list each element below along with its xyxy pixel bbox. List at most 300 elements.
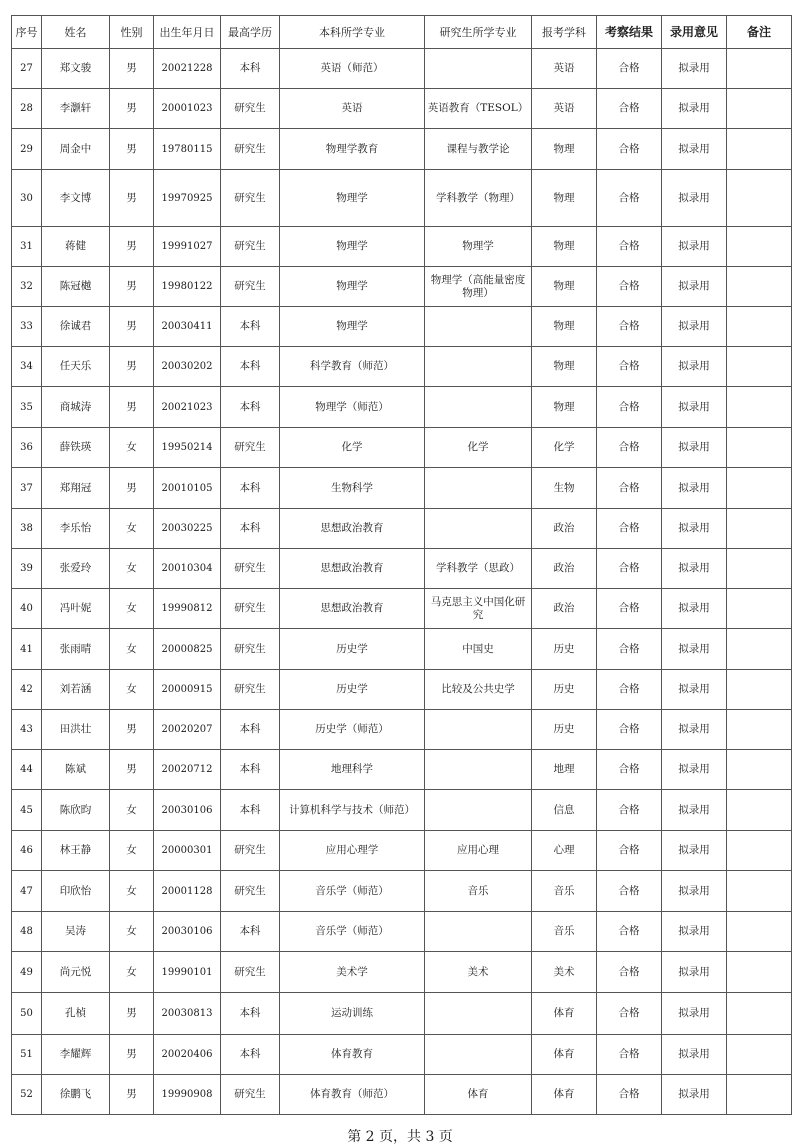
row-note bbox=[727, 428, 792, 468]
row-number: 27 bbox=[12, 49, 42, 89]
table-row bbox=[12, 468, 792, 509]
row-note bbox=[727, 267, 792, 307]
table-row bbox=[12, 227, 792, 267]
row-grad-major: 化学 bbox=[425, 428, 532, 468]
row-opinion: 拟录用 bbox=[662, 1035, 727, 1075]
row-grad-major: 美术 bbox=[425, 952, 532, 993]
row-gender: 女 bbox=[110, 912, 154, 952]
row-number: 46 bbox=[12, 831, 42, 871]
row-number: 43 bbox=[12, 710, 42, 750]
row-education: 研究生 bbox=[221, 871, 280, 912]
row-undergrad-major: 计算机科学与技术（师范） bbox=[280, 790, 425, 831]
row-opinion: 拟录用 bbox=[662, 89, 727, 129]
row-birth: 19970925 bbox=[154, 170, 221, 227]
row-undergrad-major: 历史学 bbox=[280, 670, 425, 710]
row-name: 张雨晴 bbox=[42, 629, 110, 670]
row-number: 28 bbox=[12, 89, 42, 129]
row-birth: 19980122 bbox=[154, 267, 221, 307]
row-education: 本科 bbox=[221, 347, 280, 387]
table-row bbox=[12, 347, 792, 387]
row-name: 冯叶妮 bbox=[42, 589, 110, 629]
row-education: 研究生 bbox=[221, 170, 280, 227]
row-result: 合格 bbox=[597, 629, 662, 670]
row-grad-major: 课程与教学论 bbox=[425, 129, 532, 170]
row-grad-major bbox=[425, 993, 532, 1035]
row-undergrad-major: 物理学（师范） bbox=[280, 387, 425, 428]
row-number: 32 bbox=[12, 267, 42, 307]
table-row bbox=[12, 750, 792, 790]
row-undergrad-major: 体育教育 bbox=[280, 1035, 425, 1075]
row-birth: 20001128 bbox=[154, 871, 221, 912]
row-birth: 20030411 bbox=[154, 307, 221, 347]
row-undergrad-major: 地理科学 bbox=[280, 750, 425, 790]
row-subject: 物理 bbox=[532, 267, 597, 307]
row-name: 郑翔冠 bbox=[42, 468, 110, 509]
page-footer: 第 2 页，共 3 页 bbox=[347, 1129, 453, 1145]
row-gender: 男 bbox=[110, 387, 154, 428]
row-result: 合格 bbox=[597, 347, 662, 387]
row-opinion: 拟录用 bbox=[662, 710, 727, 750]
row-number: 34 bbox=[12, 347, 42, 387]
table-row bbox=[12, 387, 792, 428]
row-name: 田洪壮 bbox=[42, 710, 110, 750]
row-subject: 音乐 bbox=[532, 912, 597, 952]
row-gender: 女 bbox=[110, 549, 154, 589]
row-note bbox=[727, 49, 792, 89]
row-note bbox=[727, 549, 792, 589]
row-opinion: 拟录用 bbox=[662, 509, 727, 549]
row-name: 陈冠樾 bbox=[42, 267, 110, 307]
row-subject: 物理 bbox=[532, 387, 597, 428]
row-undergrad-major: 体育教育（师范） bbox=[280, 1075, 425, 1115]
row-education: 本科 bbox=[221, 307, 280, 347]
row-opinion: 拟录用 bbox=[662, 790, 727, 831]
row-note bbox=[727, 831, 792, 871]
row-note bbox=[727, 307, 792, 347]
row-opinion: 拟录用 bbox=[662, 387, 727, 428]
row-education: 研究生 bbox=[221, 831, 280, 871]
row-undergrad-major: 物理学教育 bbox=[280, 129, 425, 170]
row-gender: 男 bbox=[110, 347, 154, 387]
row-name: 李灏轩 bbox=[42, 89, 110, 129]
row-result: 合格 bbox=[597, 307, 662, 347]
row-grad-major: 英语教育（TESOL） bbox=[425, 89, 532, 129]
row-education: 研究生 bbox=[221, 428, 280, 468]
table-row bbox=[12, 790, 792, 831]
row-opinion: 拟录用 bbox=[662, 871, 727, 912]
row-subject: 政治 bbox=[532, 509, 597, 549]
row-opinion: 拟录用 bbox=[662, 307, 727, 347]
row-grad-major: 体育 bbox=[425, 1075, 532, 1115]
row-grad-major: 物理学（高能量密度物理） bbox=[425, 267, 532, 307]
row-name: 张爱玲 bbox=[42, 549, 110, 589]
row-result: 合格 bbox=[597, 831, 662, 871]
row-undergrad-major: 英语（师范） bbox=[280, 49, 425, 89]
row-subject: 物理 bbox=[532, 170, 597, 227]
row-note bbox=[727, 790, 792, 831]
row-gender: 女 bbox=[110, 790, 154, 831]
row-undergrad-major: 物理学 bbox=[280, 227, 425, 267]
row-birth: 19780115 bbox=[154, 129, 221, 170]
row-grad-major: 音乐 bbox=[425, 871, 532, 912]
row-birth: 19950214 bbox=[154, 428, 221, 468]
row-name: 周金中 bbox=[42, 129, 110, 170]
table-row bbox=[12, 129, 792, 170]
row-subject: 政治 bbox=[532, 589, 597, 629]
row-birth: 20020406 bbox=[154, 1035, 221, 1075]
row-subject: 物理 bbox=[532, 307, 597, 347]
row-education: 本科 bbox=[221, 468, 280, 509]
row-note bbox=[727, 871, 792, 912]
row-birth: 19990101 bbox=[154, 952, 221, 993]
row-subject: 历史 bbox=[532, 629, 597, 670]
row-subject: 物理 bbox=[532, 227, 597, 267]
row-name: 林王静 bbox=[42, 831, 110, 871]
row-result: 合格 bbox=[597, 790, 662, 831]
row-undergrad-major: 生物科学 bbox=[280, 468, 425, 509]
row-number: 50 bbox=[12, 993, 42, 1035]
row-undergrad-major: 物理学 bbox=[280, 267, 425, 307]
row-birth: 20021023 bbox=[154, 387, 221, 428]
table-row bbox=[12, 710, 792, 750]
row-gender: 男 bbox=[110, 129, 154, 170]
header-undergrad-major: 本科所学专业 bbox=[280, 16, 425, 49]
row-education: 研究生 bbox=[221, 129, 280, 170]
row-opinion: 拟录用 bbox=[662, 170, 727, 227]
row-grad-major bbox=[425, 912, 532, 952]
row-education: 研究生 bbox=[221, 670, 280, 710]
row-result: 合格 bbox=[597, 1035, 662, 1075]
row-birth: 20010304 bbox=[154, 549, 221, 589]
row-birth: 20001023 bbox=[154, 89, 221, 129]
row-opinion: 拟录用 bbox=[662, 468, 727, 509]
row-grad-major bbox=[425, 509, 532, 549]
table-row bbox=[12, 993, 792, 1035]
row-name: 李文博 bbox=[42, 170, 110, 227]
row-grad-major: 物理学 bbox=[425, 227, 532, 267]
row-subject: 美术 bbox=[532, 952, 597, 993]
row-education: 研究生 bbox=[221, 549, 280, 589]
row-result: 合格 bbox=[597, 912, 662, 952]
row-number: 35 bbox=[12, 387, 42, 428]
row-number: 36 bbox=[12, 428, 42, 468]
row-result: 合格 bbox=[597, 1075, 662, 1115]
header-no: 序号 bbox=[12, 16, 42, 49]
row-opinion: 拟录用 bbox=[662, 670, 727, 710]
row-gender: 男 bbox=[110, 227, 154, 267]
header-result: 考察结果 bbox=[597, 16, 662, 49]
table-row bbox=[12, 428, 792, 468]
row-grad-major: 比较及公共史学 bbox=[425, 670, 532, 710]
row-gender: 男 bbox=[110, 993, 154, 1035]
row-subject: 生物 bbox=[532, 468, 597, 509]
row-subject: 体育 bbox=[532, 1075, 597, 1115]
table-row bbox=[12, 952, 792, 993]
row-opinion: 拟录用 bbox=[662, 831, 727, 871]
row-subject: 音乐 bbox=[532, 871, 597, 912]
row-gender: 女 bbox=[110, 629, 154, 670]
row-subject: 体育 bbox=[532, 1035, 597, 1075]
row-name: 吴涛 bbox=[42, 912, 110, 952]
row-gender: 女 bbox=[110, 952, 154, 993]
row-number: 38 bbox=[12, 509, 42, 549]
row-grad-major bbox=[425, 1035, 532, 1075]
header-row bbox=[12, 16, 792, 49]
header-education: 最高学历 bbox=[221, 16, 280, 49]
row-education: 研究生 bbox=[221, 267, 280, 307]
row-result: 合格 bbox=[597, 509, 662, 549]
table-row bbox=[12, 1075, 792, 1115]
row-undergrad-major: 思想政治教育 bbox=[280, 549, 425, 589]
row-name: 刘若涵 bbox=[42, 670, 110, 710]
row-number: 40 bbox=[12, 589, 42, 629]
row-grad-major bbox=[425, 347, 532, 387]
row-number: 51 bbox=[12, 1035, 42, 1075]
row-gender: 男 bbox=[110, 49, 154, 89]
row-number: 37 bbox=[12, 468, 42, 509]
row-note bbox=[727, 629, 792, 670]
row-birth: 20030106 bbox=[154, 790, 221, 831]
row-result: 合格 bbox=[597, 129, 662, 170]
row-birth: 20021228 bbox=[154, 49, 221, 89]
row-result: 合格 bbox=[597, 428, 662, 468]
row-birth: 20030225 bbox=[154, 509, 221, 549]
row-birth: 20030202 bbox=[154, 347, 221, 387]
row-opinion: 拟录用 bbox=[662, 347, 727, 387]
row-grad-major bbox=[425, 710, 532, 750]
row-result: 合格 bbox=[597, 871, 662, 912]
row-number: 33 bbox=[12, 307, 42, 347]
row-gender: 女 bbox=[110, 670, 154, 710]
row-undergrad-major: 历史学 bbox=[280, 629, 425, 670]
row-note bbox=[727, 1035, 792, 1075]
row-undergrad-major: 化学 bbox=[280, 428, 425, 468]
row-result: 合格 bbox=[597, 549, 662, 589]
row-birth: 20020207 bbox=[154, 710, 221, 750]
row-gender: 女 bbox=[110, 509, 154, 549]
row-undergrad-major: 音乐学（师范） bbox=[280, 871, 425, 912]
row-result: 合格 bbox=[597, 267, 662, 307]
row-note bbox=[727, 468, 792, 509]
row-birth: 19990812 bbox=[154, 589, 221, 629]
row-name: 孔楨 bbox=[42, 993, 110, 1035]
row-grad-major: 应用心理 bbox=[425, 831, 532, 871]
row-result: 合格 bbox=[597, 468, 662, 509]
table-row bbox=[12, 589, 792, 629]
row-opinion: 拟录用 bbox=[662, 589, 727, 629]
row-grad-major bbox=[425, 387, 532, 428]
row-opinion: 拟录用 bbox=[662, 993, 727, 1035]
row-name: 郑文骏 bbox=[42, 49, 110, 89]
row-education: 研究生 bbox=[221, 227, 280, 267]
row-note bbox=[727, 750, 792, 790]
row-undergrad-major: 应用心理学 bbox=[280, 831, 425, 871]
row-name: 印欣怡 bbox=[42, 871, 110, 912]
row-education: 本科 bbox=[221, 49, 280, 89]
row-result: 合格 bbox=[597, 387, 662, 428]
row-note bbox=[727, 129, 792, 170]
row-education: 本科 bbox=[221, 1035, 280, 1075]
row-undergrad-major: 思想政治教育 bbox=[280, 589, 425, 629]
table-row bbox=[12, 629, 792, 670]
table-row bbox=[12, 49, 792, 89]
row-opinion: 拟录用 bbox=[662, 1075, 727, 1115]
row-undergrad-major: 物理学 bbox=[280, 170, 425, 227]
row-result: 合格 bbox=[597, 170, 662, 227]
row-undergrad-major: 运动训练 bbox=[280, 993, 425, 1035]
row-number: 29 bbox=[12, 129, 42, 170]
row-gender: 男 bbox=[110, 750, 154, 790]
row-note bbox=[727, 670, 792, 710]
row-number: 47 bbox=[12, 871, 42, 912]
header-gender: 性别 bbox=[110, 16, 154, 49]
row-result: 合格 bbox=[597, 227, 662, 267]
row-grad-major bbox=[425, 750, 532, 790]
row-result: 合格 bbox=[597, 49, 662, 89]
row-subject: 英语 bbox=[532, 49, 597, 89]
row-note bbox=[727, 347, 792, 387]
row-subject: 历史 bbox=[532, 670, 597, 710]
row-opinion: 拟录用 bbox=[662, 912, 727, 952]
row-gender: 男 bbox=[110, 267, 154, 307]
row-grad-major bbox=[425, 790, 532, 831]
row-education: 本科 bbox=[221, 912, 280, 952]
header-grad-major: 研究生所学专业 bbox=[425, 16, 532, 49]
row-name: 李耀辉 bbox=[42, 1035, 110, 1075]
candidate-table bbox=[11, 15, 792, 1115]
row-education: 本科 bbox=[221, 993, 280, 1035]
row-birth: 20010105 bbox=[154, 468, 221, 509]
row-gender: 男 bbox=[110, 1035, 154, 1075]
row-birth: 20000825 bbox=[154, 629, 221, 670]
header-birth: 出生年月日 bbox=[154, 16, 221, 49]
row-opinion: 拟录用 bbox=[662, 549, 727, 589]
header-subject: 报考学科 bbox=[532, 16, 597, 49]
row-education: 本科 bbox=[221, 509, 280, 549]
table-row bbox=[12, 170, 792, 227]
row-name: 商城涛 bbox=[42, 387, 110, 428]
row-gender: 男 bbox=[110, 170, 154, 227]
row-opinion: 拟录用 bbox=[662, 428, 727, 468]
row-grad-major: 中国史 bbox=[425, 629, 532, 670]
table-row bbox=[12, 912, 792, 952]
row-note bbox=[727, 170, 792, 227]
row-opinion: 拟录用 bbox=[662, 952, 727, 993]
row-birth: 20000915 bbox=[154, 670, 221, 710]
row-note bbox=[727, 387, 792, 428]
row-note bbox=[727, 952, 792, 993]
table-row bbox=[12, 267, 792, 307]
row-gender: 女 bbox=[110, 871, 154, 912]
row-name: 徐诚君 bbox=[42, 307, 110, 347]
row-name: 李乐怡 bbox=[42, 509, 110, 549]
row-opinion: 拟录用 bbox=[662, 267, 727, 307]
row-undergrad-major: 物理学 bbox=[280, 307, 425, 347]
row-gender: 男 bbox=[110, 89, 154, 129]
table-row bbox=[12, 1035, 792, 1075]
row-opinion: 拟录用 bbox=[662, 129, 727, 170]
row-gender: 女 bbox=[110, 428, 154, 468]
row-result: 合格 bbox=[597, 993, 662, 1035]
row-grad-major bbox=[425, 307, 532, 347]
header-note: 备注 bbox=[727, 16, 792, 49]
row-number: 45 bbox=[12, 790, 42, 831]
row-subject: 物理 bbox=[532, 129, 597, 170]
row-gender: 男 bbox=[110, 307, 154, 347]
row-grad-major: 马克思主义中国化研究 bbox=[425, 589, 532, 629]
row-number: 41 bbox=[12, 629, 42, 670]
row-result: 合格 bbox=[597, 710, 662, 750]
row-number: 52 bbox=[12, 1075, 42, 1115]
row-number: 30 bbox=[12, 170, 42, 227]
row-note bbox=[727, 710, 792, 750]
row-undergrad-major: 思想政治教育 bbox=[280, 509, 425, 549]
row-result: 合格 bbox=[597, 750, 662, 790]
row-name: 陈斌 bbox=[42, 750, 110, 790]
header-opinion: 录用意见 bbox=[662, 16, 727, 49]
row-undergrad-major: 英语 bbox=[280, 89, 425, 129]
row-undergrad-major: 美术学 bbox=[280, 952, 425, 993]
row-birth: 20000301 bbox=[154, 831, 221, 871]
row-name: 徐鹏飞 bbox=[42, 1075, 110, 1115]
row-undergrad-major: 科学教育（师范） bbox=[280, 347, 425, 387]
row-subject: 政治 bbox=[532, 549, 597, 589]
table-row bbox=[12, 549, 792, 589]
row-education: 本科 bbox=[221, 790, 280, 831]
table-row bbox=[12, 509, 792, 549]
row-education: 本科 bbox=[221, 750, 280, 790]
row-undergrad-major: 历史学（师范） bbox=[280, 710, 425, 750]
row-subject: 信息 bbox=[532, 790, 597, 831]
row-number: 49 bbox=[12, 952, 42, 993]
row-subject: 地理 bbox=[532, 750, 597, 790]
table-row bbox=[12, 307, 792, 347]
table-row bbox=[12, 831, 792, 871]
row-gender: 女 bbox=[110, 589, 154, 629]
row-undergrad-major: 音乐学（师范） bbox=[280, 912, 425, 952]
row-result: 合格 bbox=[597, 89, 662, 129]
row-education: 本科 bbox=[221, 710, 280, 750]
row-opinion: 拟录用 bbox=[662, 49, 727, 89]
row-subject: 心理 bbox=[532, 831, 597, 871]
row-education: 研究生 bbox=[221, 952, 280, 993]
row-subject: 化学 bbox=[532, 428, 597, 468]
row-gender: 女 bbox=[110, 831, 154, 871]
row-name: 薛铁瑛 bbox=[42, 428, 110, 468]
row-note bbox=[727, 89, 792, 129]
table-body bbox=[12, 49, 792, 1115]
table-row bbox=[12, 670, 792, 710]
table-row bbox=[12, 89, 792, 129]
row-birth: 20020712 bbox=[154, 750, 221, 790]
row-name: 任天乐 bbox=[42, 347, 110, 387]
table-row bbox=[12, 871, 792, 912]
row-subject: 历史 bbox=[532, 710, 597, 750]
row-result: 合格 bbox=[597, 589, 662, 629]
row-opinion: 拟录用 bbox=[662, 629, 727, 670]
row-grad-major: 学科教学（思政） bbox=[425, 549, 532, 589]
row-education: 研究生 bbox=[221, 629, 280, 670]
row-grad-major bbox=[425, 49, 532, 89]
row-gender: 男 bbox=[110, 468, 154, 509]
row-note bbox=[727, 1075, 792, 1115]
row-grad-major: 学科教学（物理） bbox=[425, 170, 532, 227]
row-subject: 体育 bbox=[532, 993, 597, 1035]
row-note bbox=[727, 993, 792, 1035]
row-number: 42 bbox=[12, 670, 42, 710]
row-subject: 物理 bbox=[532, 347, 597, 387]
row-note bbox=[727, 509, 792, 549]
